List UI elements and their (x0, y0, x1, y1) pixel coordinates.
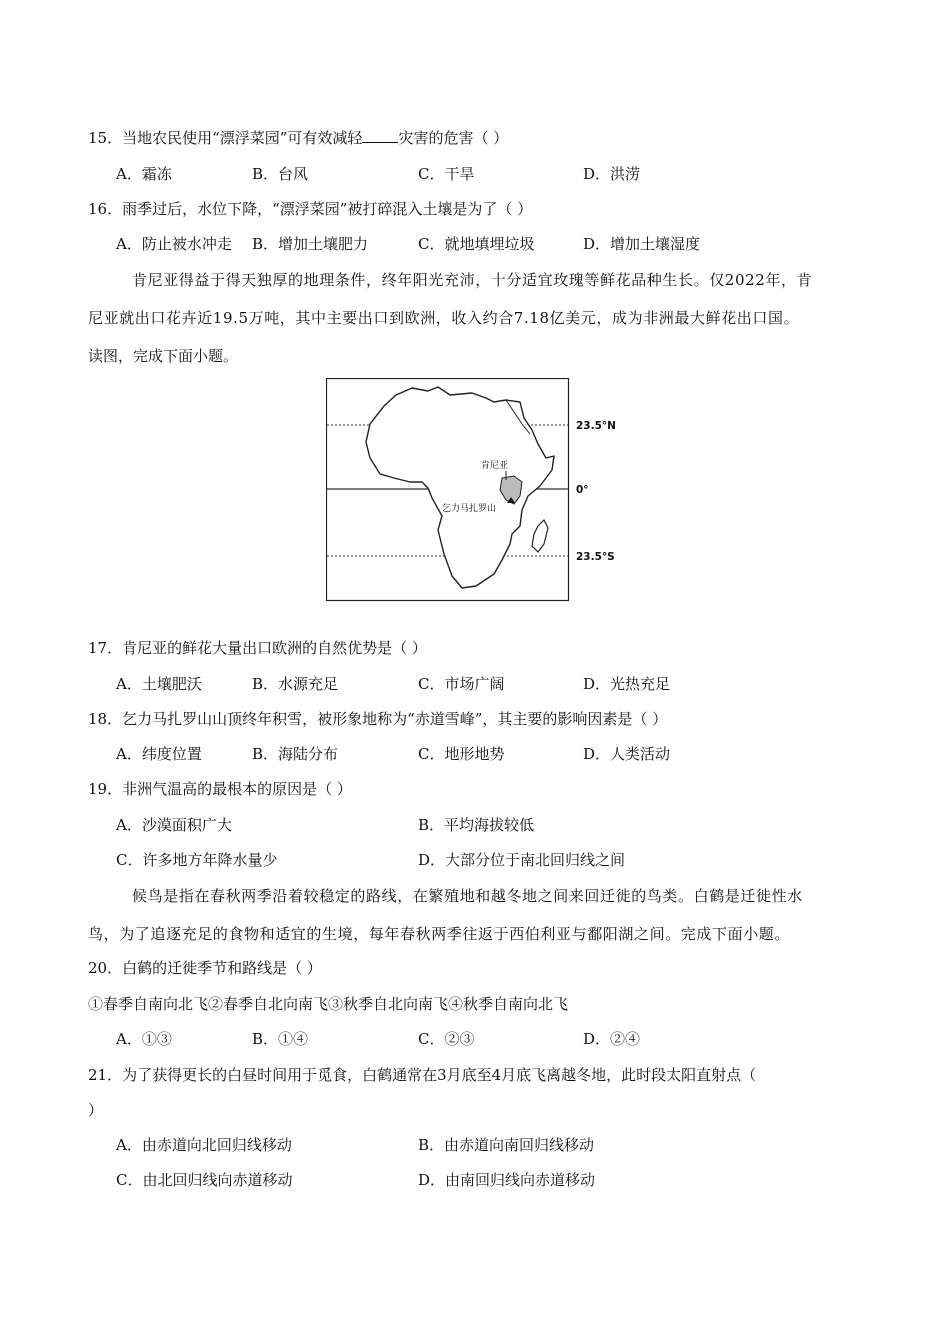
label-kilimanjaro: 乞力马扎罗山 (442, 504, 497, 514)
q20-option-c: C．②③ (418, 1030, 475, 1048)
label-equator: 0° (576, 484, 589, 496)
q20-option-d: D．②④ (583, 1030, 641, 1048)
passage2-line1: 候鸟是指在春秋两季沿着较稳定的路线，在繁殖地和越冬地之间来回迁徙的鸟类。白鹤是迁徙性水 (132, 887, 803, 905)
q15-option-b: B．台风 (252, 165, 309, 183)
q16-option-c: C．就地填埋垃圾 (418, 235, 535, 253)
q18-option-b: B．海陆分布 (252, 745, 339, 763)
africa-map (326, 378, 622, 602)
q21-stem-line1: 21．为了获得更长的白昼时间用于觅食，白鹤通常在3月底至4月底飞离越冬地，此时段太阳直射点（ (88, 1066, 757, 1084)
passage1-line2: 尼亚就出口花卉近19.5万吨，其中主要出口到欧洲，收入约合7.18亿美元，成为非洲最大鲜花出口国。 (88, 309, 800, 327)
q19-stem: 19．非洲气温高的最根本的原因是（ ） (88, 780, 352, 798)
q17-option-d: D．光热充足 (583, 675, 671, 693)
q20-option-b: B．①④ (252, 1030, 309, 1048)
q15-stem-pre: 15．当地农民使用“漂浮菜园”可有效减轻 (88, 129, 363, 147)
q18-option-d: D．人类活动 (583, 745, 671, 763)
label-kenya: 肯尼亚 (481, 461, 509, 471)
q21-option-b: B．由赤道向南回归线移动 (418, 1136, 595, 1154)
q17-stem: 17．肯尼亚的鲜花大量出口欧洲的自然优势是（ ） (88, 639, 427, 657)
q17-option-b: B．水源充足 (252, 675, 339, 693)
q18-option-c: C．地形地势 (418, 745, 505, 763)
q15-blank (362, 128, 398, 143)
q15-stem (88, 128, 508, 148)
q16-stem: 16．雨季过后，水位下降，“漂浮菜园”被打碎混入土壤是为了（ ） (88, 200, 533, 218)
q21-option-a: A．由赤道向北回归线移动 (116, 1136, 292, 1154)
q15-stem-post: 灾害的危害（ ） (398, 129, 509, 147)
q20-stem: 20．白鹤的迁徙季节和路线是（ ） (88, 959, 322, 977)
q21-option-c: C．由北回归线向赤道移动 (116, 1171, 293, 1189)
q16-option-d: D．增加土壤湿度 (583, 235, 701, 253)
q19-option-b: B．平均海拔较低 (418, 816, 535, 834)
q18-stem: 18．乞力马扎罗山山顶终年积雪，被形象地称为“赤道雪峰”，其主要的影响因素是（ ） (88, 710, 668, 728)
label-23-5-n: 23.5°N (576, 420, 616, 432)
q20-option-a: A．①③ (116, 1030, 172, 1048)
q19-option-c: C．许多地方年降水量少 (116, 851, 278, 869)
passage1-line3: 读图，完成下面小题。 (88, 347, 239, 365)
label-23-5-s: 23.5°S (576, 551, 615, 563)
q19-option-d: D．大部分位于南北回归线之间 (418, 851, 626, 869)
q19-option-a: A．沙漠面积广大 (116, 816, 232, 834)
q18-option-a: A．纬度位置 (116, 745, 202, 763)
q15-option-d: D．洪涝 (583, 165, 641, 183)
q16-option-b: B．增加土壤肥力 (252, 235, 369, 253)
q21-option-d: D．由南回归线向赤道移动 (418, 1171, 596, 1189)
q15-option-c: C．干旱 (418, 165, 475, 183)
q17-option-a: A．土壤肥沃 (116, 675, 202, 693)
passage1-line1: 肯尼亚得益于得天独厚的地理条件，终年阳光充沛，十分适宜玫瑰等鲜花品种生长。仅2022年，肯 (132, 271, 813, 289)
passage2-line2: 鸟，为了追逐充足的食物和适宜的生境，每年春秋两季往返于西伯利亚与鄱阳湖之间。完成下面小题。 (88, 925, 791, 943)
q21-stem-line2: ） (88, 1101, 104, 1119)
q16-option-a: A．防止被水冲走 (116, 235, 232, 253)
q15-option-a: A．霜冻 (116, 165, 172, 183)
q20-statements: ①春季自南向北飞②春季自北向南飞③秋季自北向南飞④秋季自南向北飞 (88, 995, 569, 1013)
q17-option-c: C．市场广阔 (418, 675, 505, 693)
